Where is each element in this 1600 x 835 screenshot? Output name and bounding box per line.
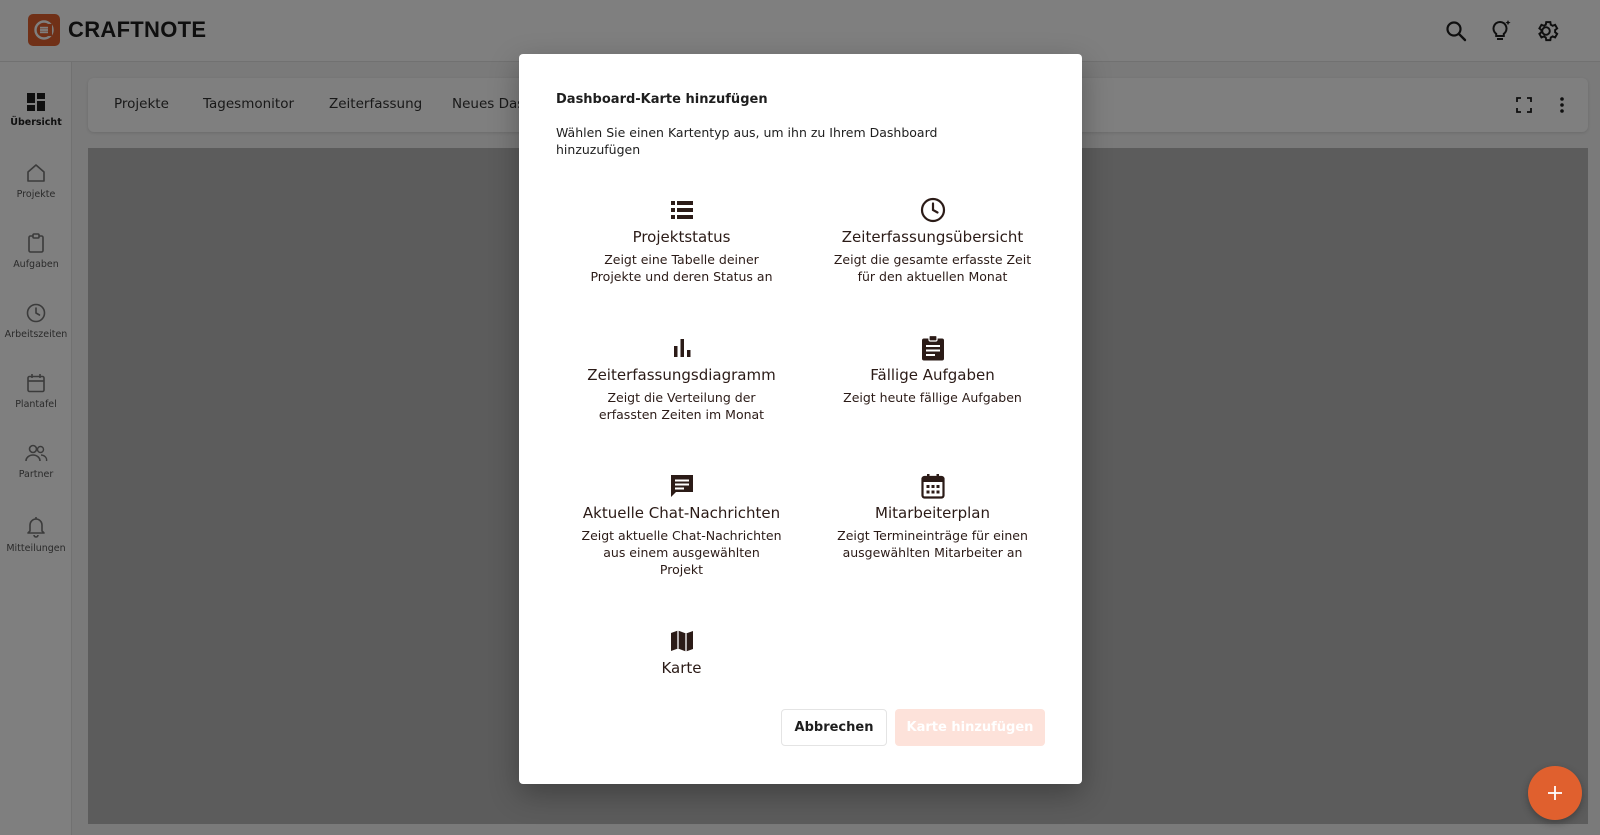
card-option-karte[interactable] xyxy=(556,627,807,677)
dialog-subtitle: Wählen Sie einen Kartentyp aus, um ihn zu Ihrem Dashboard hinzuzufügen xyxy=(556,125,938,157)
add-fab-button[interactable] xyxy=(1528,766,1582,820)
plus-icon xyxy=(1546,784,1564,802)
card-name: Zeiterfassungsübersicht xyxy=(841,228,1024,246)
card-option-faellige-aufgaben[interactable] xyxy=(807,334,1058,406)
card-option-mitarbeiterplan[interactable] xyxy=(807,472,1058,561)
list-icon xyxy=(668,196,696,224)
card-name: Mitarbeiterplan xyxy=(875,504,990,522)
dialog-title: Dashboard-Karte hinzufügen xyxy=(556,92,768,107)
add-card-button[interactable]: Karte hinzufügen xyxy=(895,709,1045,746)
cancel-button[interactable]: Abbrechen xyxy=(781,709,887,746)
card-name: Fällige Aufgaben xyxy=(870,366,995,384)
assignment-icon xyxy=(919,334,947,362)
clock-icon xyxy=(919,196,947,224)
card-name: Karte xyxy=(661,659,702,677)
card-name: Zeiterfassungsdiagramm xyxy=(587,366,776,384)
card-option-aktuelle-chat-nachrichten[interactable] xyxy=(556,472,807,578)
bar-chart-icon xyxy=(668,334,696,362)
add-dashboard-card-dialog xyxy=(519,54,1082,784)
card-description: Zeigt aktuelle Chat-Nachrichten aus einem ausgewählten Projekt xyxy=(581,528,782,577)
card-description: Zeigt die gesamte erfasste Zeit für den aktuellen Monat xyxy=(833,252,1032,284)
card-name: Aktuelle Chat-Nachrichten xyxy=(582,504,781,522)
card-description: Zeigt Termineinträge für einen ausgewählten Mitarbeiter an xyxy=(837,528,1028,560)
card-name: Projektstatus xyxy=(632,228,731,246)
card-description: Zeigt heute fällige Aufgaben xyxy=(843,390,1022,405)
calendar-icon xyxy=(919,472,947,500)
chat-icon xyxy=(668,472,696,500)
card-description: Zeigt eine Tabelle deiner Projekte und deren Status an xyxy=(590,252,773,284)
map-icon xyxy=(668,627,696,655)
card-option-zeiterfassungsdiagramm[interactable] xyxy=(556,334,807,423)
card-description: Zeigt die Verteilung der erfassten Zeiten im Monat xyxy=(598,390,765,422)
card-option-zeiterfassungsuebersicht[interactable] xyxy=(807,196,1058,285)
card-type-list[interactable] xyxy=(556,184,1058,724)
card-option-projektstatus[interactable] xyxy=(556,196,807,285)
